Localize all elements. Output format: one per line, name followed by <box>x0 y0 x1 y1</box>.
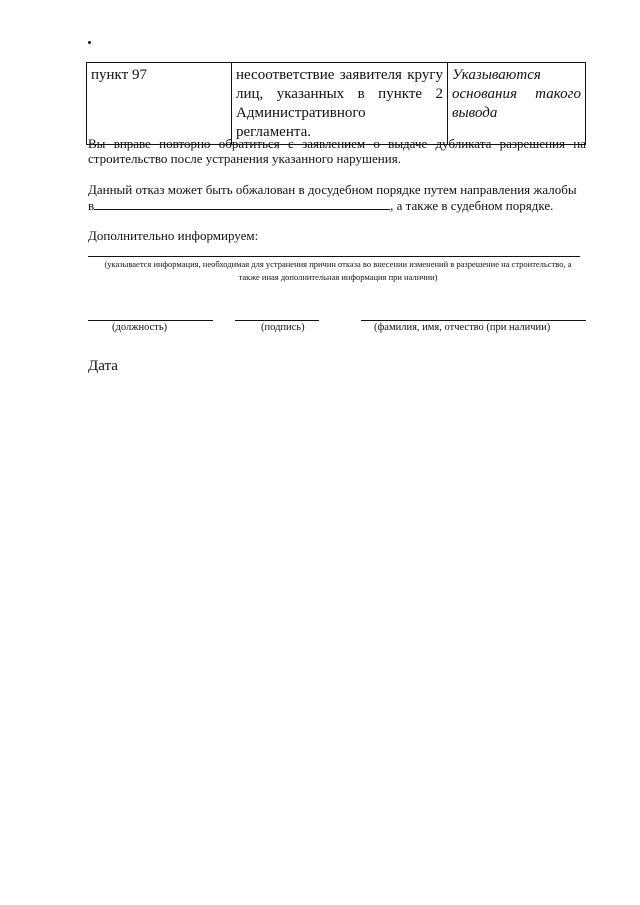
signature-blank[interactable] <box>235 320 319 321</box>
reason-cell: несоответствие заявителя кругу лиц, указанных в пункте 2 Административного регламента. <box>232 63 448 145</box>
additional-info-blank[interactable] <box>88 256 580 257</box>
complaint-authority-blank[interactable] <box>94 198 390 210</box>
date-label: Дата <box>88 358 118 374</box>
full-name-label: (фамилия, имя, отчество (при наличии) <box>374 322 551 333</box>
additional-info-label: Дополнительно информируем: <box>88 228 259 243</box>
appeal-paragraph-line2 <box>88 198 586 213</box>
full-name-blank[interactable] <box>361 320 586 321</box>
reasons-table <box>86 62 586 145</box>
comment-cell: Указываются основания такого вывода <box>448 63 586 145</box>
appeal-prefix: в <box>88 198 95 213</box>
signature-label: (подпись) <box>261 322 305 333</box>
table-row <box>87 63 586 145</box>
additional-info-note: (указывается информация, необходимая для устранения причин отказа во внесении изменений в разрешение на строительство, а также иная дополнительная информация при наличии) <box>104 259 572 282</box>
bullet-mark <box>88 41 91 44</box>
position-blank[interactable] <box>88 320 213 321</box>
appeal-paragraph: Данный отказ может быть обжалован в досудебном порядке путем направления жалобы <box>88 182 577 197</box>
clause-cell: пункт 97 <box>87 63 232 145</box>
appeal-suffix: , а также в судебном порядке. <box>390 198 554 213</box>
position-label: (должность) <box>112 322 168 333</box>
reapply-paragraph: Вы вправе повторно обратиться с заявлением о выдаче дубликата разрешения на строительство после устранения указанного нарушения. <box>88 136 586 166</box>
